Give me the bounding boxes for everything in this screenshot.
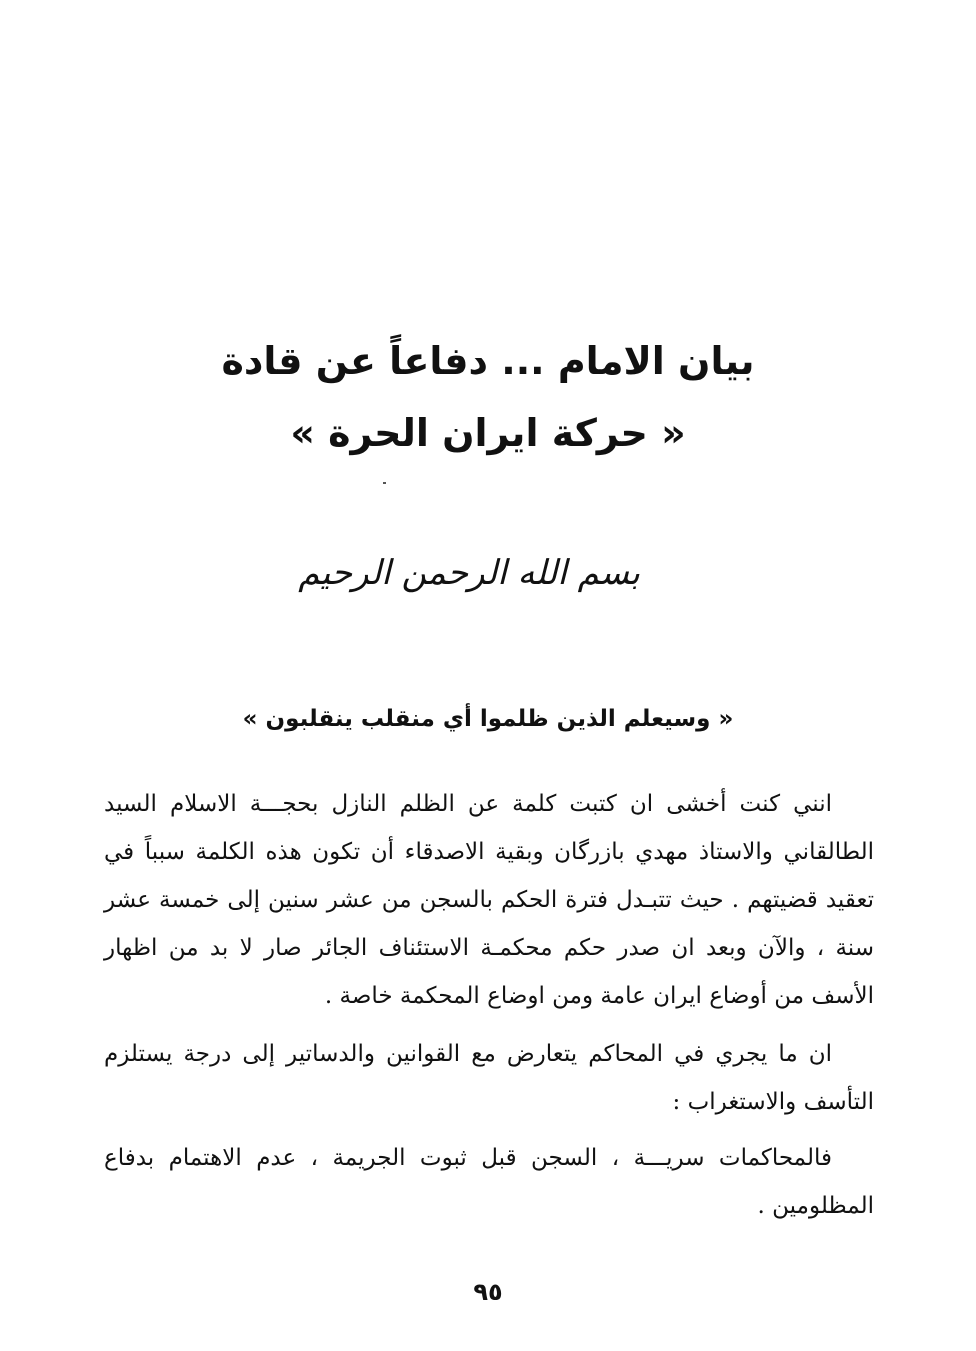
paragraph-2: [104, 1030, 874, 1126]
quranic-verse: « وسيعلم الذين ظلموا أي منقلب ينقلبون »: [242, 706, 734, 732]
page-number: ٩٥: [473, 1278, 503, 1306]
paragraph-2-text: ان ما يجري في المحاكم يتعارض مع القوانين والدساتير إلى درجة يستلزم التأسف والاستغراب :: [104, 1041, 874, 1115]
heading-line-2: « حركة ايران الحرة »: [290, 411, 686, 455]
paragraph-1: [104, 780, 874, 1020]
printing-speck: [383, 482, 386, 484]
basmala-calligraphy: بسم الله الرحمن الرحيم: [298, 553, 640, 593]
heading-line-1: بيان الامام ... دفاعاً عن قادة: [221, 339, 755, 383]
paragraph-1-text: انني كنت أخشى ان كتبت كلمة عن الظلم النازل بحجـــة الاسلام السيد الطالقاني والاستاذ مهدي بازرگان وبقية الاصدقاء أن تكون هذه الكلمة سبباً في تعقيد قضيتهم . حيث تتبـدل فترة الحكم بالسجن من عشر سنين إلى خمسة عشر سنة ، والآن وبعد ان صدر حكم محكمـة الاستئناف الجائر صار لا بد من اظهار الأسف من أوضاع ايران عامة ومن اوضاع المحكمة خاصة .: [104, 791, 874, 1009]
paragraph-3: [104, 1134, 874, 1230]
paragraph-3-text: فالمحاكمات سريـــة ، السجن قبل ثبوت الجريمة ، عدم الاهتمام بدفاع المظلومين .: [104, 1145, 874, 1219]
